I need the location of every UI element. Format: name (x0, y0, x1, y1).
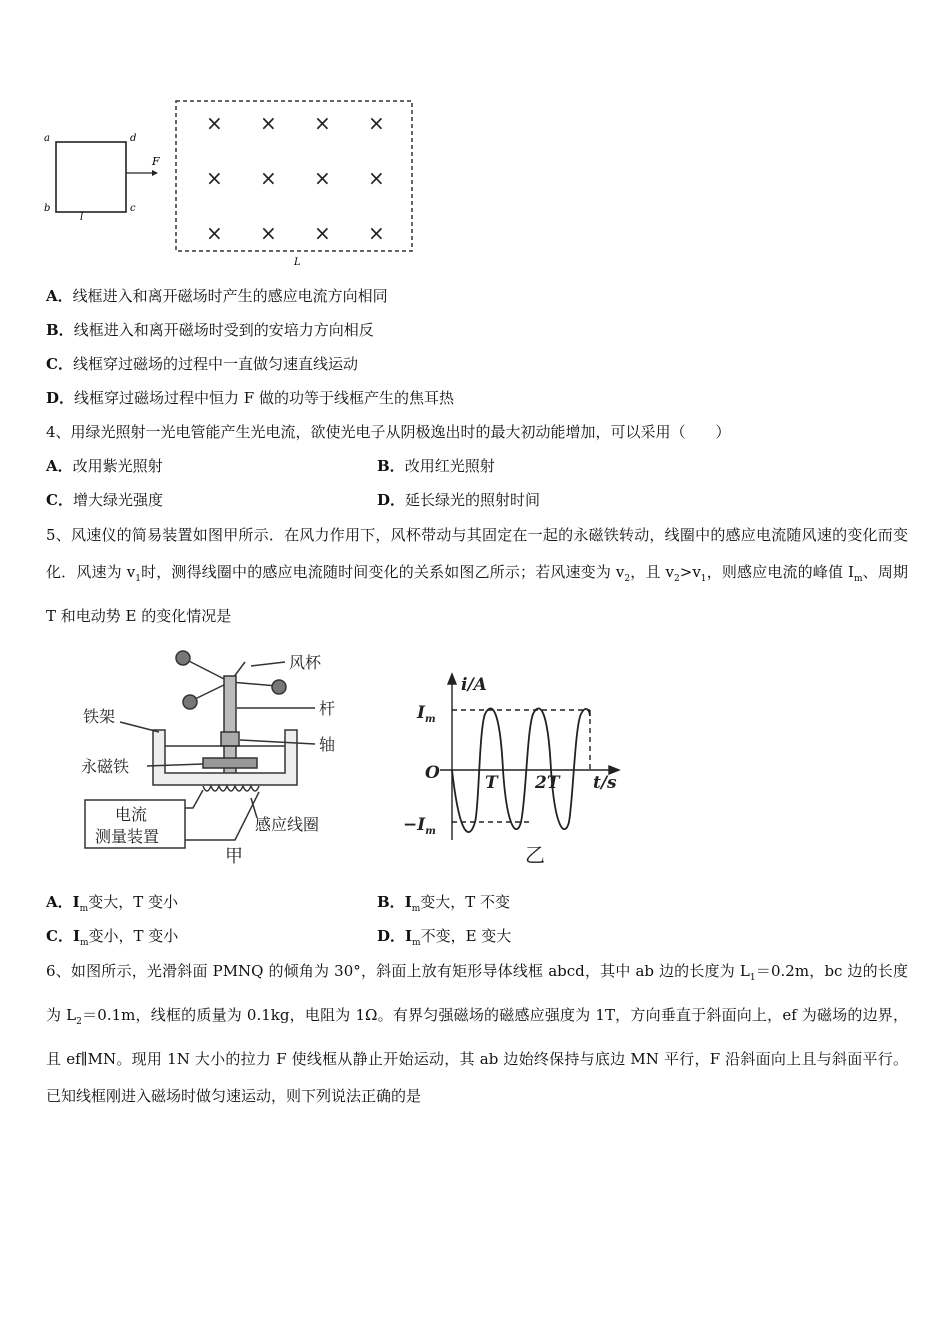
field-x: × (206, 111, 223, 135)
q3-option-b: B．线框进入和离开磁场时受到的安培力方向相反 (46, 321, 374, 339)
y-axis-arrow (448, 674, 456, 684)
wind-cup (183, 695, 197, 709)
square-loop (56, 142, 126, 212)
q4-option-b: B．改用红光照射 (377, 457, 495, 475)
label-b: b (44, 203, 51, 214)
permanent-magnet (203, 758, 257, 768)
q5-stem: 5、风速仪的简易装置如图甲所示．在风力作用下，风杯带动与其固定在一起的永磁铁转动，线圈中的感应电流随风速的变化而变化．风速为 $v_1$时，测得线圈中的感应电流随时间变化的关系如图乙所示；若风速变为 $v_2$，且 $v_2>v_1$，则感应电流的峰值 $I_m$、周期 T 和电动势 E 的变化情况是 (46, 526, 908, 625)
figure-yi-current-graph (395, 670, 635, 870)
label-magnet: 永磁铁 (81, 757, 130, 776)
wire (185, 792, 259, 840)
force-arrowhead (152, 170, 158, 176)
label-c: c (130, 203, 136, 214)
leader-line (251, 662, 285, 666)
field-x: × (260, 166, 277, 190)
figure-loop-and-field (40, 95, 420, 270)
label-F: F (152, 155, 160, 168)
field-x: × (314, 111, 331, 135)
label-negIm: $-I_m$ (403, 815, 436, 837)
field-x: × (314, 166, 331, 190)
label-origin: O (425, 763, 440, 783)
field-x: × (368, 166, 385, 190)
wire (185, 790, 203, 808)
q3-option-d: D．线框穿过磁场过程中恒力 F 做的功等于线框产生的焦耳热 (46, 389, 454, 407)
field-x: × (206, 221, 223, 245)
label-device-2: 测量装置 (95, 827, 160, 846)
field-x: × (368, 111, 385, 135)
field-x: × (260, 111, 277, 135)
q4-option-d: D．延长绿光的照射时间 (377, 491, 541, 509)
field-x: × (260, 221, 277, 245)
label-wind-cup: 风杯 (289, 653, 322, 672)
label-rod: 杆 (319, 699, 336, 718)
q5-option-b: B．$I_m$变大，T 不变 (377, 893, 511, 914)
q5-option-c: C．$I_m$变小，T 变小 (46, 927, 179, 948)
label-d: d (130, 133, 137, 144)
label-iron-frame: 铁架 (83, 707, 116, 726)
label-coil: 感应线圈 (255, 815, 320, 834)
field-x: × (314, 221, 331, 245)
label-2T: 2T (535, 773, 560, 793)
label-device-1: 电流 (115, 805, 148, 824)
q5-option-a: A．$I_m$变大，T 变小 (46, 893, 178, 914)
q3-option-a: A．线框进入和离开磁场时产生的感应电流方向相同 (46, 287, 388, 305)
label-a: a (44, 133, 50, 144)
caption-yi: 乙 (525, 843, 545, 867)
q4-stem: 4、用绿光照射一光电管能产生光电流，欲使光电子从阴极逸出时的最大初动能增加，可以采用（ ） (46, 423, 731, 441)
cup-arm (230, 682, 277, 686)
bearing (221, 732, 239, 746)
caption-jia: 甲 (225, 846, 243, 867)
q4-option-a: A．改用紫光照射 (46, 457, 163, 475)
cup-arm (183, 658, 230, 682)
field-symbols (206, 111, 385, 245)
field-x: × (206, 166, 223, 190)
label-L: L (294, 257, 301, 268)
label-Im: $I_m$ (417, 703, 436, 725)
label-xlabel: t/s (593, 773, 617, 793)
q3-option-c: C．线框穿过磁场的过程中一直做匀速直线运动 (46, 355, 358, 373)
wind-cup (176, 651, 190, 665)
q6-stem: 6、如图所示，光滑斜面 PMNQ 的倾角为 30°，斜面上放有矩形导体线框 abcd，其中 ab 边的长度为 $L_1=0.2m$，bc 边的长度为 $L_2=0.1m$，线框的质量为 0.1kg，电阻为 1Ω。有界匀强磁场的磁感应强度为 1T，方向垂直于斜面向上，ef 为磁场的边界，且 ef∥MN。现用 1N 大小的拉力 F 使线框从静止开始运动，其 ab 边始终保持与底边 MN 平行，F 沿斜面向上且与斜面平行。已知线框刚进入磁场时做匀速运动，则下列说法正确的是 (46, 962, 908, 1105)
q5-option-d: D．$I_m$不变，E 变大 (377, 927, 512, 948)
label-ylabel: i/A (461, 675, 487, 695)
label-l: l (80, 212, 84, 223)
q4-option-c: C．增大绿光强度 (46, 491, 163, 509)
leader-line (240, 740, 315, 744)
field-x: × (368, 221, 385, 245)
leader-line (120, 722, 159, 732)
figure-jia-anemometer (75, 640, 365, 870)
induction-coil (203, 786, 259, 791)
label-T: T (485, 773, 498, 793)
label-axis: 轴 (319, 735, 336, 754)
wind-cup (272, 680, 286, 694)
